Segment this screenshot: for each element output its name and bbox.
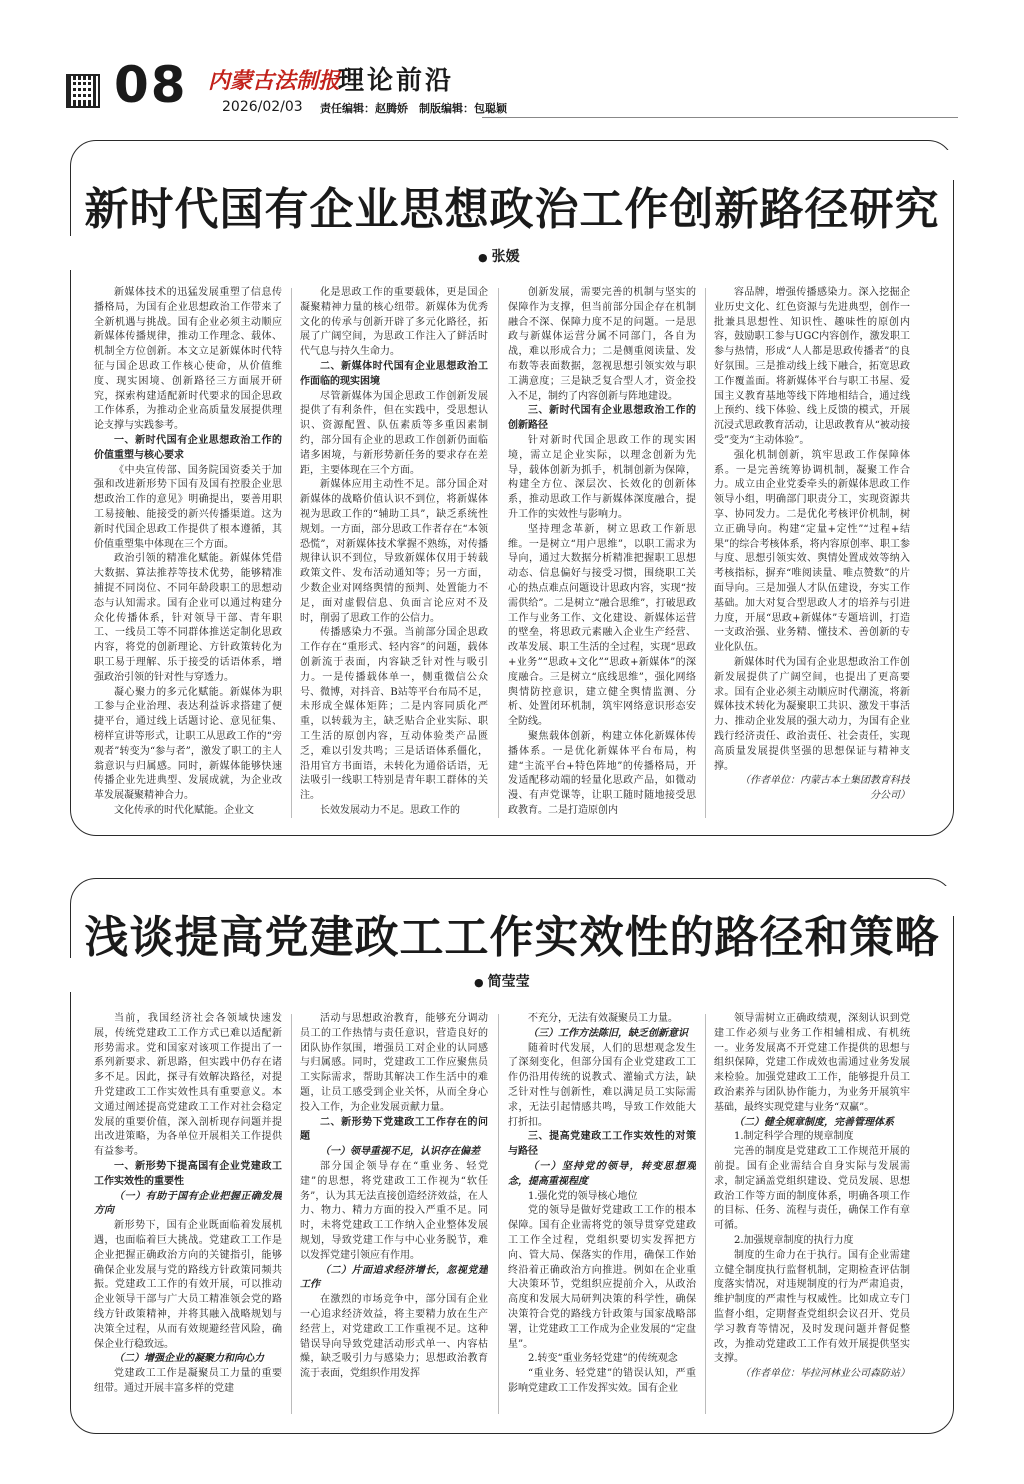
paragraph: 新媒体技术的迅猛发展重塑了信息传播格局，为国有企业思想政治工作带来了全新机遇与挑战。国有企业必须主动顺应新媒体传播规律，推动工作理念、载体、机制全方位创新。本文立足新媒体时代特征与国企思政工作核心使命，从价值维度、现实困境、创新路径三方面展开研究，探索构建适配新时代要求的国企思政工作体系，为推动企业高质量发展提供理论支撑与实践参考。	[94, 287, 282, 432]
article1-column-2	[300, 286, 488, 820]
paragraph: 传播感染力不强。当前部分国企思政工作存在“重形式、轻内容”的问题，载体创新流于表面，内容缺乏针对性与吸引力。一是传播载体单一，侧重微信公众号、微博，对抖音、B站等平台布局不足，未形成全媒体矩阵；二是内容同质化严重，以转载为主，缺乏贴合企业实际、职工生活的原创内容，互动体验类产品匮乏，难以引发共鸣；三是话语体系僵化，沿用官方书面语，未转化为通俗话语，无法吸引一线职工特别是青年职工群体的关注。	[300, 627, 488, 802]
section-heading: 二、新形势下党建政工工作存在的问题	[300, 1116, 488, 1143]
paragraph: 强化机制创新，筑牢思政工作保障体系。一是完善统筹协调机制，凝聚工作合力。成立由企业党委牵头的新媒体思政工作领导小组，明确部门职责分工，实现资源共享、协同发力。二是优化考核评价机制，树立正确导向。构建“定量+定性”“过程+结果”的综合考核体系，将内容原创率、职工参与度、思想引领实效、舆情处置成效等纳入考核指标，摒弃“唯阅读量、唯点赞数”的片面导向。三是加强人才队伍建设，夯实工作基础。加大对复合型思政人才的培养与引进力度，开展“思政+新媒体”专题培训，打造一支政治强、业务精、懂技术、善创新的专业化队伍。	[714, 449, 910, 654]
editors-credit: 责任编辑：赵腾娇 制版编辑：包聪颖	[320, 102, 507, 115]
article2-column-4	[714, 1012, 910, 1418]
paragraph: 新形势下，国有企业既面临着发展机遇，也面临着巨大挑战。党建政工工作是企业把握正确政治方向的关键指引，能够确保企业发展与党的路线方针政策同频共振。党建政工工作的有效开展，可以推动企业领导干部与广大员工精准领会党的路线方针政策精神，并将其融入战略规划与决策全过程，从而有效规避经营风险，确保企业行稳致远。	[94, 1220, 282, 1350]
qr-code-icon	[66, 74, 100, 108]
paragraph: 《中央宣传部、国务院国资委关于加强和改进新形势下国有及国有控股企业思想政治工作的意见》明确提出，要善用职工易接触、能接受的新兴传播渠道。这为新时代国企思政工作提供了根本遵循，其价值重塑集中体现在三个方面。	[94, 464, 282, 550]
paragraph: 1.制定科学合理的规章制度	[734, 1131, 854, 1143]
section-title: 理论前沿	[338, 66, 455, 96]
paragraph: 尽管新媒体为国企思政工作创新发展提供了有利条件，但在实践中，受思想认识、资源配置、队伍素质等多重因素制约，部分国有企业的思政工作创新仍面临诸多困境，与新形势新任务的要求存在差距，主要体现在三个方面。	[300, 390, 488, 476]
paragraph: 文化传承的时代化赋能。企业文	[114, 804, 254, 816]
article2-column-3	[508, 1012, 696, 1418]
page-number: 08	[114, 56, 188, 114]
paragraph: 凝心聚力的多元化赋能。新媒体为职工参与企业治理、表达利益诉求搭建了便捷平台，通过线上话题讨论、意见征集、榜样宣讲等形式，让职工从思政工作的“旁观者”转变为“参与者”，激发了职工的主人翁意识与归属感。同时，新媒体能够快速传播企业先进典型、发展成就，为企业改革发展凝聚精神合力。	[94, 686, 282, 802]
masthead	[0, 0, 1024, 128]
paragraph: 2.转变“重业务轻党建”的传统观念	[528, 1353, 678, 1365]
section-heading: （三）工作方法陈旧，缺乏创新意识	[528, 1027, 688, 1039]
paragraph: 随着时代发展，人们的思想观念发生了深刻变化，但部分国有企业党建政工工作仍沿用传统的说教式、灌输式方法，缺乏针对性与创新性，难以满足员工实际需求，无法引起情感共鸣，导致工作效能大打折扣。	[508, 1042, 696, 1128]
column-divider	[705, 288, 706, 818]
section-heading: 二、新媒体时代国有企业思想政治工作面临的现实困境	[300, 360, 488, 387]
paragraph: 党建政工工作是凝聚员工力量的重要纽带。通过开展丰富多样的党建	[94, 1368, 282, 1394]
paragraph: 针对新时代国企思政工作的现实困境，需立足企业实际，以理念创新为先导，载体创新为抓手，机制创新为保障，构建全方位、深层次、长效化的创新体系，推动思政工作与新媒体深度融合，提升工作的实效性与影响力。	[508, 434, 696, 520]
paragraph: 坚持理念革新，树立思政工作新思维。一是树立“用户思维”，以职工需求为导向，通过大数据分析精准把握职工思想动态、信息偏好与接受习惯，围绕职工关心的热点难点问题设计思政内容，实现“按需供给”。二是树立“融合思维”，打破思政工作与业务工作、文化建设、新媒体运营的壁垒，将思政元素融入企业生产经营、改革发展、职工生活的全过程，实现“思政+业务”“思政+文化”“思政+新媒体”的深度融合。三是树立“底线思维”，强化网络舆情防控意识，建立健全舆情监测、分析、处置闭环机制，筑牢网络意识形态安全防线。	[508, 523, 696, 728]
paragraph: “重业务、轻党建”的错误认知，严重影响党建政工工作发挥实效。国有企业	[508, 1368, 696, 1394]
section-heading: （一）领导重视不足，认识存在偏差	[320, 1146, 480, 1158]
paragraph: 2.加强规章制度的执行力度	[734, 1234, 854, 1246]
article2-title: 浅谈提高党建政工工作实效性的路径和策略	[84, 912, 940, 963]
article1-title: 新时代国有企业思想政治工作创新路径研究	[84, 184, 940, 235]
column-divider	[705, 1014, 706, 1414]
column-divider	[498, 1014, 499, 1414]
paragraph: 新媒体应用主动性不足。部分国企对新媒体的战略价值认识不到位，将新媒体视为思政工作的“辅助工具”，缺乏系统性规划。一方面，部分思政工作者存在“本领恐慌”，对新媒体技术掌握不熟练，对传播规律认识不到位，导致新媒体仅用于转载政策文件、发布活动通知等；另一方面，少数企业对网络舆情的预判、处置能力不足，面对虚假信息、负面言论应对不及时，削弱了思政工作的公信力。	[300, 479, 488, 624]
paragraph: 不充分，无法有效凝聚员工力量。	[528, 1013, 678, 1024]
section-heading: （一）有助于国有企业把握正确发展方向	[94, 1190, 282, 1217]
section-heading: （二）片面追求经济增长，忽视党建工作	[300, 1264, 488, 1291]
issue-date: 2026/02/03	[222, 99, 303, 115]
column-divider	[291, 1014, 292, 1414]
article1-author: ● 张媛	[478, 250, 520, 264]
paragraph: 在激烈的市场竞争中，部分国有企业一心追求经济效益，将主要精力放在生产经营上，对党建政工工作重视不足。这种错误导向导致党建活动形式单一、内容枯燥，缺乏吸引力与感染力；思想政治教育流于表面，党组织作用发挥	[300, 1294, 488, 1380]
masthead-rule	[482, 117, 958, 118]
article1-column-1	[94, 286, 282, 820]
author-affiliation: （作者单位：毕拉河林业公司森防站）	[740, 1368, 910, 1380]
paragraph: 政治引领的精准化赋能。新媒体凭借大数据、算法推荐等技术优势，能够精准捕捉不同岗位、不同年龄段职工的思想动态与认知需求。国有企业可以通过构建分众化传播体系，针对领导干部、青年职工、一线员工等不同群体推送定制化思政内容，将党的创新理论、方针政策转化为职工易于理解、乐于接受的话语体系，增强政治引领的针对性与穿透力。	[94, 553, 282, 683]
article1-frame-gap-right	[944, 150, 964, 180]
paragraph: 容品牌，增强传播感染力。深入挖掘企业历史文化、红色资源与先进典型，创作一批兼具思想性、知识性、趣味性的原创内容，鼓励职工参与UGC内容创作，激发职工参与热情，形成“人人都是思政传播者”的良好氛围。三是推动线上线下融合，拓宽思政工作覆盖面。将新媒体平台与职工书屋、爱国主义教育基地等线下阵地相结合，通过线上预约、线下体验、线上反馈的模式，开展沉浸式思政教育活动，让思政教育从“被动接受”变为“主动体验”。	[714, 287, 910, 446]
section-heading: 三、新时代国有企业思想政治工作的创新路径	[508, 405, 696, 432]
section-heading: 一、新形势下提高国有企业党建政工工作实效性的重要性	[94, 1160, 282, 1187]
section-heading: （二）增强企业的凝聚力和向心力	[114, 1353, 264, 1365]
article1-column-3	[508, 286, 696, 820]
section-heading: （一）坚持党的领导，转变思想观念，提高重视程度	[508, 1160, 696, 1187]
paragraph: 部分国企领导存在“重业务、轻党建”的思想，将党建政工工作视为“软任务”，认为其无法直接创造经济效益，在人力、物力、精力方面的投入严重不足。同时，未将党建政工工作纳入企业整体发展规划，导致党建工作与中心业务脱节，难以发挥党建引领应有作用。	[300, 1160, 488, 1261]
paragraph: 领导需树立正确政绩观，深刻认识到党建工作必须与业务工作相辅相成、有机统一。业务发展离不开党建工作提供的思想与组织保障，党建工作成效也需通过业务发展来检验。加强党建政工工作，能够提升员工政治素养与团队协作能力，为业务开展筑牢基础，最终实现党建与业务“双赢”。	[714, 1013, 910, 1113]
paragraph: 聚焦载体创新，构建立体化新媒体传播体系。一是优化新媒体平台布局，构建“主流平台+特色阵地”的传播格局，开发适配移动端的轻量化思政产品，如微动漫、有声党课等，让职工随时随地接受思政教育。二是打造原创内	[508, 730, 696, 816]
paper-logo: 内蒙古法制报	[208, 68, 341, 94]
article1-frame-gap	[60, 236, 80, 270]
paragraph: 新媒体时代为国有企业思想政治工作创新发展提供了广阔空间，也提出了更高要求。国有企业必须主动顺应时代潮流，将新媒体技术转化为凝聚职工共识、激发干事活力、推动企业发展的强大动力，为国有企业践行经济责任、政治责任、社会责任，实现高质量发展提供坚强的思想保证与精神支撑。	[714, 656, 910, 772]
section-heading: 一、新时代国有企业思想政治工作的价值重塑与核心要求	[94, 434, 282, 461]
column-divider	[291, 288, 292, 818]
section-heading: （二）健全规章制度，完善管理体系	[734, 1116, 894, 1128]
section-heading: 三、提高党建政工工作实效性的对策与路径	[508, 1131, 696, 1158]
column-divider	[498, 288, 499, 818]
article2-author: ● 简莹莹	[474, 975, 530, 989]
paragraph: 长效发展动力不足。思政工作的	[320, 804, 460, 816]
paragraph: 完善的制度是党建政工工作规范开展的前提。国有企业需结合自身实际与发展需求，制定涵盖党组织建设、党员发展、思想政治工作等方面的制度体系，明确各项工作的目标、任务、流程与责任，确保工作有章可循。	[714, 1146, 910, 1232]
article2-frame-gap-right	[944, 886, 964, 916]
paragraph: 当前，我国经济社会各领域快速发展，传统党建政工工作方式已难以适配新形势需求。党和国家对该项工作提出了一系列新要求、新思路，但实践中仍存在诸多不足。因此，探寻有效解决路径，对提升党建政工工作实效性具有重要意义。本文通过阐述提高党建政工工作对社会稳定发展的重要价值，深入剖析现存问题并提出改进策略，为各单位开展相关工作提供有益参考。	[94, 1013, 282, 1158]
paragraph: 制度的生命力在于执行。国有企业需建立健全制度执行监督机制，定期检查评估制度落实情况，对违规制度的行为严肃追责，维护制度的严肃性与权威性。比如成立专门监督小组，定期督查党组织会议召开、党员学习教育等情况，及时发现问题并督促整改，为推动党建政工工作有效开展提供坚实支撑。	[714, 1249, 910, 1365]
article2-column-2	[300, 1012, 488, 1418]
author-affiliation: （作者单位：内蒙古本土集团教育科技分公司）	[740, 775, 910, 802]
paragraph: 活动与思想政治教育，能够充分调动员工的工作热情与责任意识，营造良好的团队协作氛围，增强员工对企业的认同感与归属感。同时，党建政工工作应聚焦员工实际需求，帮助其解决工作生活中的难题，让员工感受到企业关怀，从而全身心投入工作，为企业发展贡献力量。	[300, 1013, 488, 1113]
paragraph: 1.强化党的领导核心地位	[528, 1190, 638, 1202]
article1-column-4	[714, 286, 910, 820]
paragraph: 党的领导是做好党建政工工作的根本保障。国有企业需将党的领导贯穿党建政工工作全过程，党组织要切实发挥把方向、管大局、保落实的作用，确保工作始终沿着正确政治方向推进。例如在企业重大决策环节，党组织应提前介入，从政治高度和发展大局研判决策的科学性，确保决策符合党的路线方针政策与国家战略部署，让党建政工工作成为企业发展的“定盘星”。	[508, 1205, 696, 1350]
article2-column-1	[94, 1012, 282, 1418]
paragraph: 创新发展，需要完善的机制与坚实的保障作为支撑，但当前部分国企存在机制融合不深、保障力度不足的问题。一是思政与新媒体运营分属不同部门，各自为战，难以形成合力；二是侧重阅读量、发布数等表面数据，忽视思想引领实效与职工满意度；三是缺乏复合型人才，资金投入不足，制约了内容创新与阵地建设。	[508, 287, 696, 402]
article2-frame-gap	[60, 958, 80, 992]
paragraph: 化是思政工作的重要载体，更是国企凝聚精神力量的核心纽带。新媒体为优秀文化的传承与创新开辟了多元化路径，拓展了广阔空间，为思政工作注入了鲜活时代气息与持久生命力。	[300, 287, 488, 358]
